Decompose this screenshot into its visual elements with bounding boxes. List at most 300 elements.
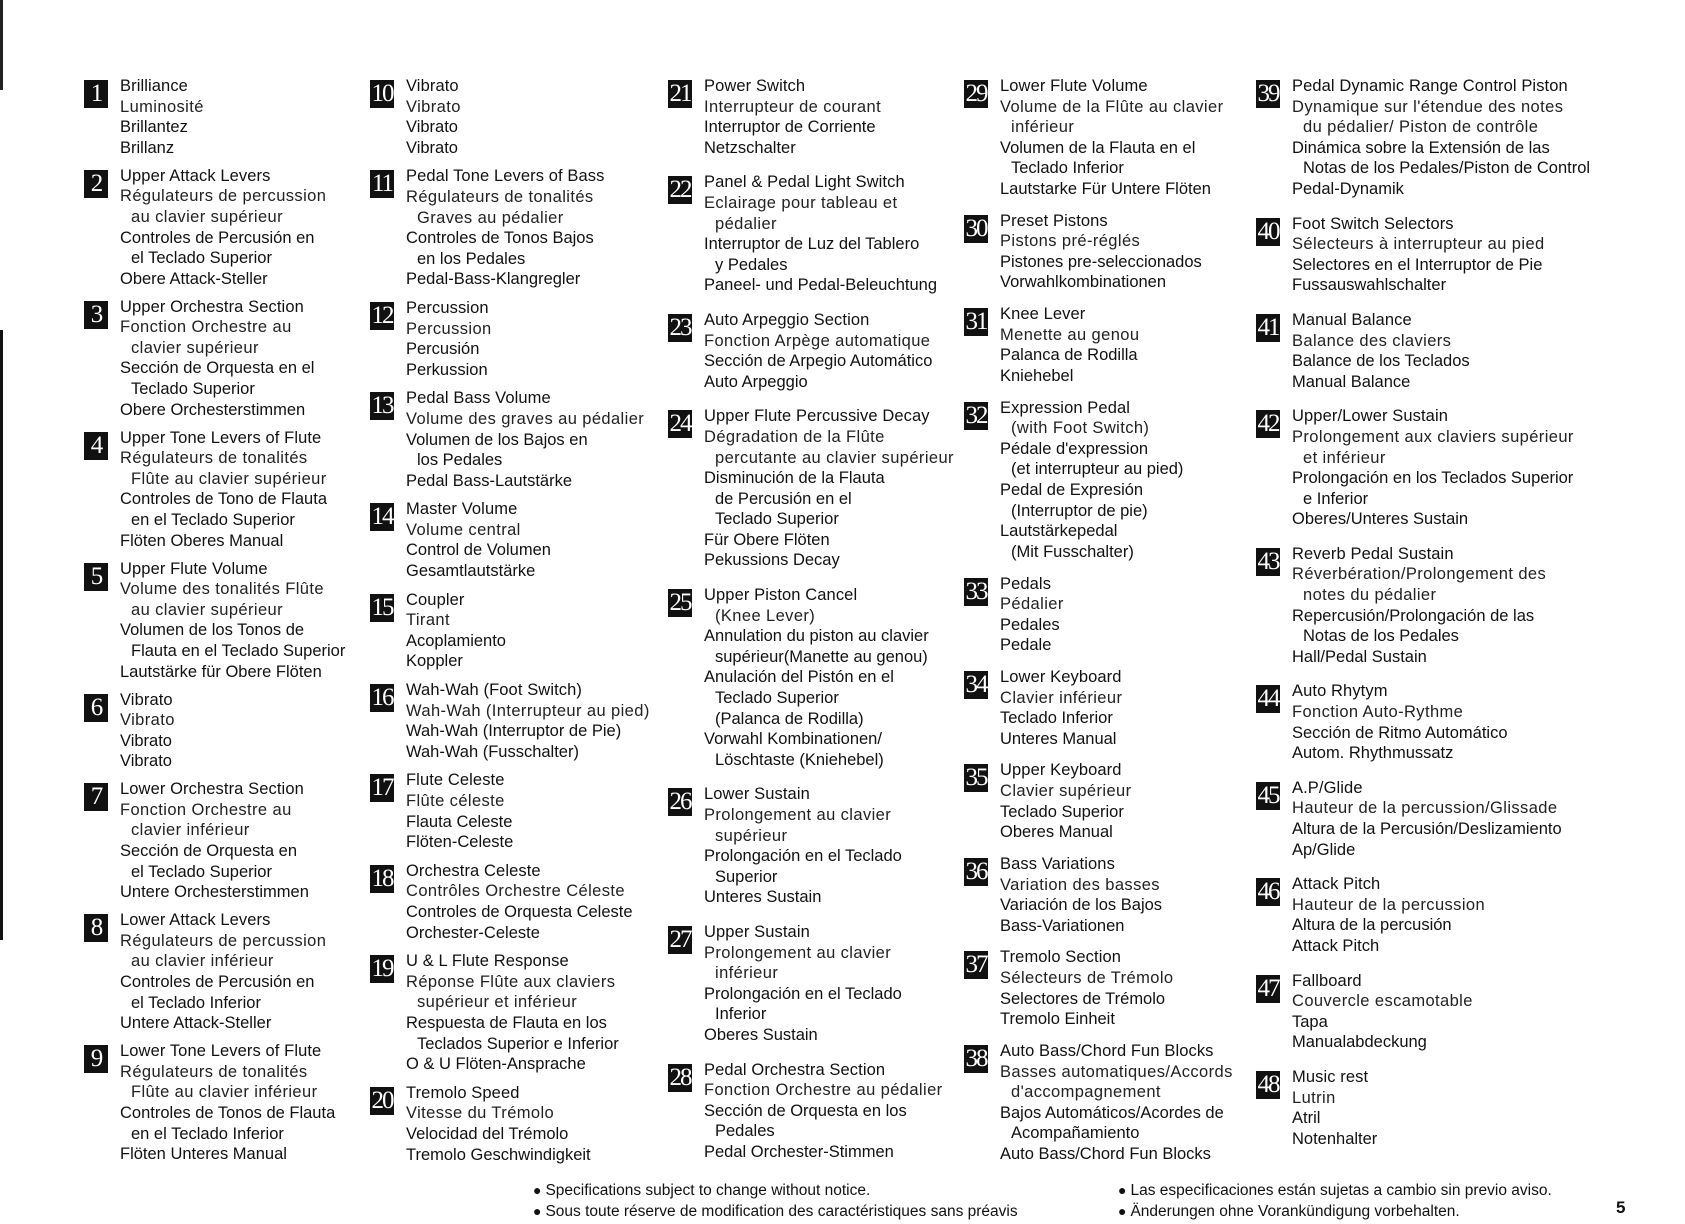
- item-translation: Controles de Tonos de Flauta: [120, 1103, 336, 1122]
- item-title: Vibrato: [120, 690, 173, 709]
- item-translation: Löschtaste (Kniehebel): [715, 750, 884, 769]
- item-number-badge: 25: [669, 589, 691, 617]
- item-title: Upper Tone Levers of Flute: [120, 428, 322, 447]
- item-translation: supérieur: [715, 826, 788, 845]
- item-translation: Pedal Bass-Lautstärke: [406, 471, 573, 490]
- item-title: Pedals: [1000, 574, 1052, 593]
- item-translation: Annulation du piston au clavier: [704, 627, 929, 646]
- item-translation: Wah-Wah (Interrupteur au pied): [406, 701, 650, 720]
- item-translation: Oberes Manual: [1000, 823, 1113, 842]
- item-translation: Vibrato: [406, 138, 458, 157]
- item-translation: Volumen de los Bajos en: [406, 430, 588, 449]
- item-translation: Selectores de Trémolo: [1000, 989, 1166, 1008]
- item-translation: Untere Attack-Steller: [120, 1014, 272, 1033]
- item-number-badge: 39: [1257, 80, 1279, 107]
- legend-item: [1256, 971, 1616, 1053]
- item-title: Upper Sustain: [704, 922, 810, 941]
- legend-column-1: [84, 76, 380, 1171]
- item-translation: Pekussions Decay: [704, 551, 840, 570]
- item-translation: Brillanz: [120, 138, 175, 157]
- item-translation: y Pedales: [715, 255, 788, 274]
- item-translation: Fonction Orchestre au: [120, 318, 292, 337]
- item-number-badge: 4: [84, 432, 108, 460]
- item-translation: Teclado Superior: [715, 689, 839, 708]
- item-number-badge: 41: [1257, 313, 1279, 341]
- item-translation: Inferior: [715, 1005, 767, 1024]
- item-translation: Prolongación en los Teclados Superior: [1292, 469, 1574, 488]
- item-title: Pedal Dynamic Range Control Piston: [1292, 77, 1568, 95]
- item-translation: Volume de la Flûte au clavier: [1000, 97, 1224, 116]
- item-translation: Vibrato: [120, 731, 172, 750]
- item-translation: Attack Pitch: [1292, 936, 1380, 955]
- item-translation: Oberes Sustain: [704, 1025, 818, 1044]
- legend-item: [964, 76, 1260, 200]
- item-translation: Couvercle escamotable: [1292, 992, 1473, 1011]
- item-translation: au clavier inférieur: [131, 952, 274, 971]
- item-translation: el Teclado Superior: [131, 249, 272, 268]
- item-title: Attack Pitch: [1292, 875, 1381, 894]
- item-translation: de Percusión en el: [715, 489, 852, 508]
- legend-item: [84, 910, 380, 1034]
- item-translation: Pedal de Expresión: [1000, 481, 1144, 500]
- item-number-badge: 5: [84, 563, 108, 591]
- item-translation: Palanca de Rodilla: [1000, 346, 1138, 365]
- item-translation: Volume des tonalités Flûte: [120, 580, 324, 599]
- item-translation: Wah-Wah (Interruptor de Pie): [406, 722, 622, 741]
- legend-item: [668, 585, 964, 770]
- item-number-badge: 35: [965, 764, 987, 792]
- item-title: Upper Piston Cancel: [704, 586, 858, 605]
- item-translation: Flöten Oberes Manual: [120, 531, 284, 550]
- item-translation: Control de Volumen: [406, 541, 551, 560]
- item-number-badge: 28: [669, 1063, 691, 1091]
- item-translation: Auto Bass/Chord Fun Blocks: [1000, 1144, 1211, 1163]
- bullet-icon: ●: [533, 1203, 542, 1219]
- item-translation: Pistons pré-réglés: [1000, 232, 1141, 251]
- item-title: Lower Tone Levers of Flute: [120, 1042, 322, 1061]
- footer-note-fr: Sous toute réserve de modification des caractéristiques sans préavis: [545, 1203, 1018, 1220]
- item-title: Coupler: [406, 590, 465, 609]
- footer-note-de: Änderungen ohne Vorankündigung vorbehalten.: [1130, 1203, 1460, 1220]
- item-translation: d'accompagnement: [1011, 1083, 1161, 1102]
- item-translation: Flauta en el Teclado Superior: [131, 641, 346, 660]
- bullet-icon: ●: [533, 1182, 542, 1198]
- item-number-badge: 32: [965, 401, 987, 429]
- legend-item: [668, 76, 964, 158]
- legend-item: [370, 951, 666, 1075]
- item-translation: Selectores en el Interruptor de Pie: [1292, 255, 1543, 274]
- item-translation: Sección de Arpegio Automático: [704, 352, 933, 371]
- item-translation: Sección de Orquesta en los: [704, 1101, 907, 1120]
- item-translation: (with Foot Switch): [1011, 419, 1150, 438]
- item-translation: (Mit Fusschalter): [1011, 542, 1134, 561]
- item-number-badge: 24: [669, 410, 691, 438]
- legend-item: [964, 304, 1260, 386]
- item-translation: clavier inférieur: [131, 821, 250, 840]
- item-number-badge: 22: [669, 176, 691, 204]
- item-translation: Teclado Superior: [1000, 802, 1124, 821]
- legend-item: [964, 854, 1260, 936]
- item-title: Power Switch: [704, 77, 806, 95]
- item-translation: Graves au pédalier: [417, 208, 564, 227]
- item-title: Upper Keyboard: [1000, 761, 1122, 780]
- item-translation: Sección de Orquesta en: [120, 842, 298, 861]
- item-title: Flute Celeste: [406, 771, 505, 790]
- item-number-badge: 44: [1257, 685, 1279, 713]
- item-title: Lower Sustain: [704, 785, 810, 804]
- item-translation: Obere Orchesterstimmen: [120, 400, 306, 419]
- item-title: Upper Orchestra Section: [120, 297, 304, 316]
- item-number-badge: 34: [965, 670, 987, 698]
- item-number-badge: 18: [371, 864, 393, 892]
- legend-column-4: [964, 76, 1260, 1170]
- item-translation: Hauteur de la percussion: [1292, 895, 1486, 914]
- item-translation: Für Obere Flöten: [704, 530, 830, 549]
- item-translation: Altura de la percusión: [1292, 916, 1452, 935]
- item-translation: au clavier supérieur: [131, 207, 283, 226]
- legend-item: [668, 310, 964, 392]
- item-translation: Controles de Percusión en: [120, 228, 315, 247]
- item-translation: Régulateurs de percussion: [120, 931, 327, 950]
- legend-item: [1256, 1067, 1616, 1149]
- legend-item: [84, 690, 380, 772]
- item-title: Foot Switch Selectors: [1292, 214, 1454, 233]
- item-translation: Autom. Rhythmussatz: [1292, 744, 1454, 763]
- item-translation: pédalier: [715, 214, 777, 233]
- item-translation: supérieur et inférieur: [417, 993, 578, 1012]
- legend-item: [1256, 874, 1616, 956]
- item-translation: Teclado Superior: [131, 380, 255, 399]
- item-translation: Oberes/Unteres Sustain: [1292, 510, 1469, 529]
- item-number-badge: 30: [965, 214, 987, 242]
- legend-item: [84, 297, 380, 421]
- item-translation: Lautstärke für Obere Flöten: [120, 662, 322, 681]
- legend-item: [370, 166, 666, 290]
- legend-item: [964, 760, 1260, 842]
- item-translation: Pedal-Bass-Klangregler: [406, 270, 581, 289]
- item-title: A.P/Glide: [1292, 778, 1363, 797]
- item-translation: au clavier supérieur: [131, 600, 283, 619]
- item-title: Music rest: [1292, 1067, 1369, 1086]
- item-translation: Paneel- und Pedal-Beleuchtung: [704, 276, 938, 295]
- item-title: Fallboard: [1292, 971, 1362, 990]
- item-translation: Bajos Automáticos/Acordes de: [1000, 1103, 1224, 1122]
- item-translation: Menette au genou: [1000, 325, 1140, 344]
- item-title: Pedal Bass Volume: [406, 389, 551, 408]
- item-translation: Sélecteurs à interrupteur au pied: [1292, 235, 1545, 254]
- item-translation: Vorwahl Kombinationen/: [704, 730, 882, 749]
- item-number-badge: 3: [84, 301, 108, 329]
- item-translation: Velocidad del Trémolo: [406, 1124, 569, 1143]
- item-number-badge: 20: [371, 1086, 393, 1114]
- legend-item: [84, 779, 380, 903]
- legend-item: [370, 76, 666, 158]
- item-number-badge: 37: [965, 951, 987, 979]
- legend-column-5: [1256, 76, 1616, 1155]
- item-translation: Lutrin: [1292, 1088, 1336, 1107]
- legend-item: [668, 406, 964, 571]
- item-translation: percutante au clavier supérieur: [715, 448, 954, 467]
- item-number-badge: 19: [371, 955, 393, 983]
- item-translation: Manualabdeckung: [1292, 1033, 1427, 1052]
- item-translation: Pedales: [715, 1122, 775, 1141]
- item-translation: Luminosité: [120, 97, 204, 116]
- item-translation: Vibrato: [120, 711, 175, 730]
- item-translation: Tirant: [406, 611, 450, 630]
- item-translation: du pédalier/ Piston de contrôle: [1303, 118, 1539, 137]
- item-number-badge: 8: [84, 914, 108, 942]
- footer-notice-right: [1118, 1180, 1552, 1222]
- item-translation: Tremolo Einheit: [1000, 1010, 1115, 1029]
- item-translation: Auto Arpeggio: [704, 372, 808, 391]
- item-number-badge: 42: [1257, 410, 1279, 438]
- item-translation: Variación de los Bajos: [1000, 896, 1163, 915]
- item-translation: et inférieur: [1303, 448, 1386, 467]
- legend-item: [84, 166, 380, 290]
- item-translation: Percusión: [406, 340, 480, 359]
- item-translation: Flöten Unteres Manual: [120, 1145, 287, 1164]
- item-number-badge: 36: [965, 857, 987, 885]
- item-number-badge: 33: [965, 577, 987, 605]
- legend-item: [964, 947, 1260, 1029]
- legend-item: [1256, 544, 1616, 668]
- item-title: Lower Keyboard: [1000, 667, 1122, 686]
- item-translation: Volume central: [406, 520, 521, 539]
- legend-column-2: [370, 76, 666, 1171]
- item-translation: Anulación del Pistón en el: [704, 668, 894, 687]
- item-title: Auto Arpeggio Section: [704, 310, 870, 329]
- item-translation: Tremolo Geschwindigkeit: [406, 1145, 591, 1164]
- item-translation: Flûte au clavier inférieur: [131, 1083, 318, 1102]
- legend-item: [1256, 406, 1616, 530]
- item-translation: Notas de los Pedales/Piston de Control: [1303, 159, 1591, 178]
- item-translation: (et interrupteur au pied): [1011, 460, 1184, 479]
- item-title: Upper Attack Levers: [120, 166, 271, 185]
- item-number-badge: 2: [84, 170, 108, 198]
- item-translation: Teclados Superior e Inferior: [417, 1034, 619, 1053]
- item-translation: Régulateurs de percussion: [120, 187, 327, 206]
- item-translation: clavier supérieur: [131, 338, 259, 357]
- item-translation: Fonction Orchestre au: [120, 800, 292, 819]
- item-translation: Flûte au clavier supérieur: [131, 469, 327, 488]
- bullet-icon: ●: [1118, 1182, 1127, 1198]
- item-translation: Régulateurs de tonalités: [120, 1062, 308, 1081]
- item-title: Upper/Lower Sustain: [1292, 407, 1448, 426]
- item-translation: Volume des graves au pédalier: [406, 409, 645, 428]
- item-translation: Prolongación en el Teclado: [704, 984, 902, 1003]
- item-translation: Sección de Ritmo Automático: [1292, 723, 1508, 742]
- item-number-badge: 10: [371, 80, 393, 107]
- item-translation: Teclado Superior: [715, 510, 839, 529]
- item-translation: Obere Attack-Steller: [120, 269, 268, 288]
- item-translation: Dégradation de la Flûte: [704, 427, 885, 446]
- item-translation: Notenhalter: [1292, 1129, 1378, 1148]
- item-number-badge: 13: [371, 392, 393, 420]
- item-translation: Pedales: [1000, 615, 1060, 634]
- legend-item: [964, 1041, 1260, 1165]
- item-number-badge: 9: [84, 1045, 108, 1073]
- item-translation: Vibrato: [120, 752, 172, 771]
- legend-item: [370, 1083, 666, 1165]
- item-translation: en el Teclado Inferior: [131, 1124, 284, 1143]
- item-number-badge: 27: [669, 925, 691, 953]
- item-translation: Interruptor de Luz del Tablero: [704, 235, 920, 254]
- item-translation: Vibrato: [406, 118, 458, 137]
- item-title: Auto Bass/Chord Fun Blocks: [1000, 1041, 1214, 1060]
- item-title: Pedal Tone Levers of Bass: [406, 167, 605, 186]
- item-translation: los Pedales: [417, 451, 503, 470]
- footer-notice-left: [533, 1180, 1018, 1222]
- item-translation: Flûte céleste: [406, 792, 505, 810]
- item-translation: Controles de Tono de Flauta: [120, 490, 327, 509]
- item-translation: Flauta Celeste: [406, 812, 513, 831]
- item-translation: Réverbération/Prolongement des: [1292, 565, 1547, 584]
- item-translation: Pédalier: [1000, 595, 1064, 614]
- legend-item: [84, 559, 380, 683]
- item-translation: notes du pédalier: [1303, 586, 1437, 605]
- item-translation: Ap/Glide: [1292, 840, 1356, 859]
- legend-item: [964, 398, 1260, 563]
- item-translation: Altura de la Percusión/Deslizamiento: [1292, 820, 1562, 838]
- item-translation: Flöten-Celeste: [406, 833, 514, 852]
- item-number-badge: 12: [371, 301, 393, 329]
- item-translation: Manual Balance: [1292, 372, 1411, 391]
- item-translation: (Knee Lever): [715, 606, 816, 625]
- item-translation: Prolongación en el Teclado: [704, 847, 902, 866]
- item-translation: Pedal Orchester-Stimmen: [704, 1142, 894, 1161]
- item-translation: Pedal-Dynamik: [1292, 179, 1404, 198]
- legend-item: [1256, 778, 1616, 860]
- item-translation: Gesamtlautstärke: [406, 562, 536, 581]
- parts-legend: [84, 76, 1604, 1171]
- legend-item: [370, 388, 666, 491]
- legend-item: [84, 1041, 380, 1165]
- item-translation: Prolongement aux claviers supérieur: [1292, 427, 1574, 446]
- item-title: Brilliance: [120, 77, 188, 95]
- item-translation: Régulateurs de tonalités: [406, 187, 594, 206]
- item-translation: Volumen de la Flauta en el: [1000, 138, 1196, 157]
- item-translation: supérieur(Manette au genou): [715, 647, 928, 666]
- item-translation: (Interruptor de pie): [1011, 501, 1148, 520]
- item-translation: Hauteur de la percussion/Glissade: [1292, 799, 1558, 818]
- item-translation: Hall/Pedal Sustain: [1292, 647, 1427, 666]
- item-translation: Netzschalter: [704, 138, 796, 157]
- legend-item: [1256, 310, 1616, 392]
- item-number-badge: 40: [1257, 217, 1279, 245]
- item-translation: Clavier supérieur: [1000, 782, 1132, 801]
- item-translation: Dinámica sobre la Extensión de las: [1292, 138, 1550, 157]
- legend-item: [964, 574, 1260, 656]
- item-translation: inférieur: [1011, 118, 1075, 137]
- legend-item: [668, 172, 964, 296]
- item-translation: el Teclado Inferior: [131, 993, 261, 1012]
- legend-item: [84, 428, 380, 552]
- item-title: U & L Flute Response: [406, 952, 569, 971]
- item-number-badge: 38: [965, 1044, 987, 1072]
- legend-item: [84, 76, 380, 158]
- item-translation: Fonction Arpège automatique: [704, 331, 931, 350]
- item-title: Upper Flute Percussive Decay: [704, 407, 930, 426]
- item-translation: Controles de Percusión en: [120, 972, 315, 991]
- legend-item: [370, 680, 666, 762]
- item-translation: en el Teclado Superior: [131, 511, 295, 529]
- item-translation: Vitesse du Trémolo: [406, 1104, 555, 1123]
- item-translation: Fonction Auto-Rythme: [1292, 703, 1464, 722]
- item-number-badge: 26: [669, 788, 691, 816]
- item-translation: Balance des claviers: [1292, 331, 1452, 350]
- item-title: Panel & Pedal Light Switch: [704, 173, 905, 192]
- item-translation: Respuesta de Flauta en los: [406, 1013, 607, 1032]
- item-translation: Orchester-Celeste: [406, 923, 540, 942]
- item-number-badge: 17: [371, 774, 393, 802]
- item-title: Master Volume: [406, 500, 518, 519]
- bullet-icon: ●: [1118, 1203, 1127, 1219]
- legend-item: [370, 499, 666, 581]
- item-translation: Fonction Orchestre au pédalier: [704, 1081, 943, 1100]
- item-number-badge: 11: [371, 170, 393, 198]
- item-translation: Disminución de la Flauta: [704, 469, 885, 488]
- item-translation: Unteres Manual: [1000, 729, 1117, 748]
- footer-note-en: Specifications subject to change without notice.: [545, 1182, 871, 1199]
- item-number-badge: 46: [1257, 878, 1279, 906]
- item-translation: Interrupteur de courant: [704, 97, 882, 116]
- item-title: Bass Variations: [1000, 854, 1115, 873]
- item-translation: Variation des basses: [1000, 875, 1160, 894]
- item-title: Lower Attack Levers: [120, 911, 271, 930]
- item-translation: Régulateurs de tonalités: [120, 449, 308, 468]
- item-number-badge: 31: [965, 308, 987, 336]
- item-translation: Controles de Tonos Bajos: [406, 229, 594, 248]
- item-title: Percussion: [406, 298, 489, 317]
- item-translation: Unteres Sustain: [704, 888, 822, 907]
- item-number-badge: 7: [84, 783, 108, 811]
- item-translation: Percussion: [406, 319, 492, 338]
- item-translation: Notas de los Pedales: [1303, 627, 1459, 646]
- item-translation: Teclado Inferior: [1011, 159, 1124, 178]
- legend-item: [668, 784, 964, 908]
- item-title: Wah-Wah (Foot Switch): [406, 681, 582, 700]
- legend-item: [1256, 76, 1616, 200]
- item-translation: Vibrato: [406, 97, 461, 116]
- item-translation: Sélecteurs de Trémolo: [1000, 969, 1174, 988]
- item-translation: Prolongement au clavier: [704, 943, 892, 962]
- item-translation: Interruptor de Corriente: [704, 118, 876, 137]
- item-title: Knee Lever: [1000, 305, 1086, 324]
- item-number-badge: 23: [669, 313, 691, 341]
- item-translation: Basses automatiques/Accords: [1000, 1062, 1233, 1081]
- item-number-badge: 21: [669, 80, 691, 107]
- item-number-badge: 43: [1257, 547, 1279, 575]
- item-number-badge: 48: [1257, 1070, 1279, 1098]
- item-translation: Untere Orchesterstimmen: [120, 883, 309, 902]
- item-translation: Controles de Orquesta Celeste: [406, 902, 633, 921]
- item-title: Upper Flute Volume: [120, 559, 268, 578]
- item-translation: Brillantez: [120, 118, 188, 137]
- item-translation: Sección de Orquesta en el: [120, 359, 315, 378]
- item-translation: Wah-Wah (Fusschalter): [406, 742, 579, 761]
- item-translation: Contrôles Orchestre Céleste: [406, 882, 625, 901]
- item-translation: Clavier inférieur: [1000, 688, 1123, 707]
- item-translation: Pedale: [1000, 636, 1052, 655]
- item-translation: Kniehebel: [1000, 366, 1074, 385]
- item-number-badge: 1: [84, 80, 108, 108]
- item-number-badge: 14: [371, 503, 393, 531]
- binding-edge: [0, 0, 3, 1224]
- item-title: Auto Rhytym: [1292, 682, 1388, 701]
- item-title: Vibrato: [406, 77, 459, 95]
- item-title: Reverb Pedal Sustain: [1292, 544, 1454, 563]
- item-translation: Volumen de los Tonos de: [120, 621, 305, 640]
